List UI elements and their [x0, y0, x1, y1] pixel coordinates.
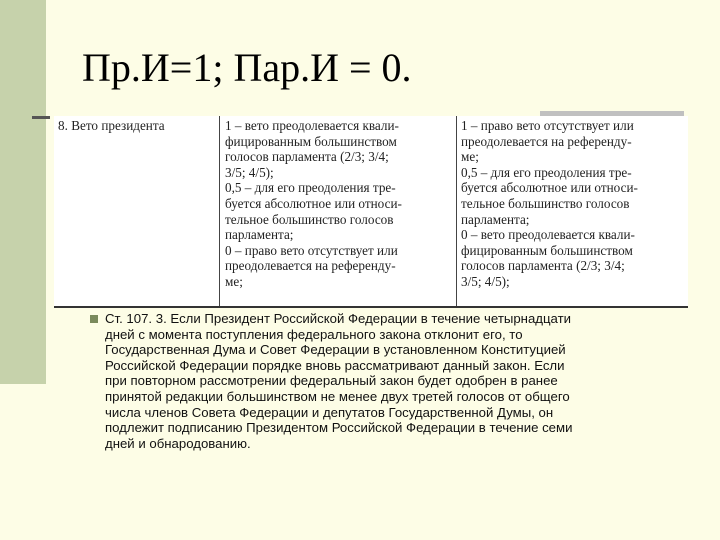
table-cell-line: тельное большинство голосов — [461, 195, 630, 211]
table-cell-line: 0 – вето преодолевается квали- — [461, 227, 635, 243]
paragraph-line: подлежит подписанию Президентом Российской Федерации в течение семи — [105, 420, 573, 436]
table-cell-line: ме; — [461, 149, 479, 165]
table-cell-line: голосов парламента (2/3; 3/4; — [225, 149, 389, 165]
table-col-criterion — [58, 118, 218, 134]
slide-title: Пр.И=1; Пар.И = 0. — [82, 45, 412, 90]
paragraph-line: Российской Федерации порядке вновь рассматривают данный закон. Если — [105, 357, 565, 373]
table-cell-line: преодолевается на референду- — [461, 133, 632, 149]
table-cell-line: буется абсолютное или относи- — [225, 195, 402, 211]
table-cell-line: ме; — [225, 273, 243, 289]
table-cell-line: буется абсолютное или относи- — [461, 180, 638, 196]
table-column-divider — [456, 116, 457, 306]
table-cell-line: тельное большинство голосов — [225, 211, 394, 227]
table-column-divider — [219, 116, 220, 306]
bullet-marker-icon — [90, 315, 98, 323]
table-cell-line: 1 – право вето отсутствует или — [461, 118, 634, 133]
table-cell-line: парламента; — [225, 227, 294, 243]
table-col-president — [225, 118, 455, 290]
table-cell-line: 0,5 – для его преодоления тре- — [461, 164, 632, 180]
veto-table — [54, 116, 688, 308]
title-divider-line — [32, 116, 50, 119]
paragraph-line: дней и обнародованию. — [105, 435, 251, 451]
paragraph-line: при повторном рассмотрении федеральный закон будет одобрен в ранее — [105, 373, 558, 389]
paragraph-line: числа членов Совета Федерации и депутатов Государственной Думы, он — [105, 404, 554, 420]
table-cell-line: 0 – право вето отсутствует или — [225, 242, 398, 258]
table-cell-line: 3/5; 4/5); — [225, 164, 274, 180]
paragraph-line: принятой редакции большинством не менее двух третей голосов от общего — [105, 388, 570, 404]
table-cell-line: фицированным большинством — [461, 242, 633, 258]
table-cell-line: 3/5; 4/5); — [461, 273, 510, 289]
paragraph-line: Ст. 107. 3. Если Президент Российской Федерации в течение четырнадцати — [105, 311, 571, 326]
table-cell-line: 0,5 – для его преодоления тре- — [225, 180, 396, 196]
table-cell-line: парламента; — [461, 211, 530, 227]
table-cell-line: голосов парламента (2/3; 3/4; — [461, 258, 625, 274]
paragraph-line: Государственная Дума и Совет Федерации в установленном Конституцией — [105, 342, 566, 358]
table-col-parliament — [461, 118, 685, 290]
left-decorative-bar — [0, 0, 46, 384]
table-cell-line: преодолевается на референду- — [225, 258, 396, 274]
article-107-paragraph — [105, 311, 705, 451]
table-cell-line: 8. Вето президента — [58, 118, 165, 133]
table-cell-line: фицированным большинством — [225, 133, 397, 149]
table-cell-line: 1 – вето преодолевается квали- — [225, 118, 399, 133]
paragraph-line: дней с момента поступления федерального закона отклонит его, то — [105, 326, 523, 342]
